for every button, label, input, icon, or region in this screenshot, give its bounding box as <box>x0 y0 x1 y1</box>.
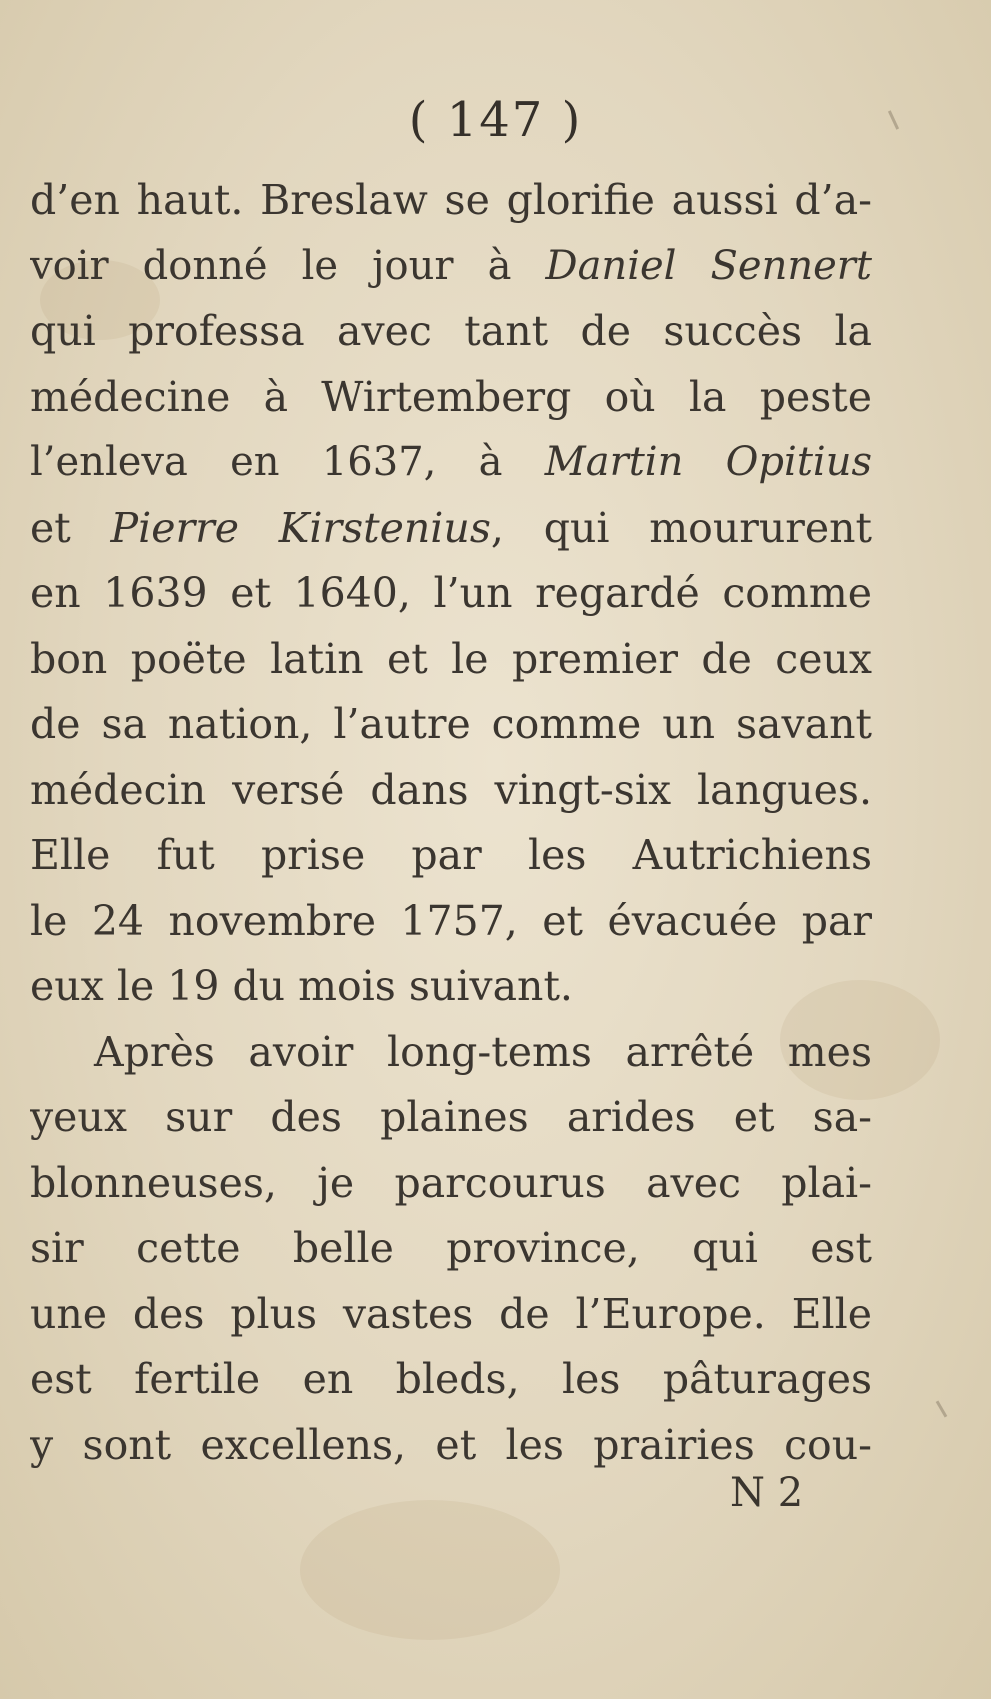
text-segment: d’en haut. Breslaw se glorifie aussi d’a- <box>30 176 872 224</box>
text-segment: , qui moururent <box>490 503 872 552</box>
text-segment: yeux sur des plaines arides et sa- <box>30 1093 872 1141</box>
italic-name: Martin Opitius <box>544 439 872 485</box>
text-line <box>30 758 872 824</box>
text-line <box>30 1413 872 1479</box>
text-line <box>30 496 872 562</box>
italic-name: Daniel Sennert <box>545 242 872 289</box>
text-segment: blonneuses, je parcourus avec plai- <box>30 1158 872 1207</box>
text-segment: eux le 19 du mois suivant. <box>30 962 573 1010</box>
text-line <box>30 692 872 758</box>
text-line <box>30 627 872 693</box>
text-line <box>30 1282 872 1348</box>
text-line <box>30 1151 872 1217</box>
text-line <box>30 1347 872 1413</box>
text-segment: Après avoir long-tems arrêté mes <box>94 1027 872 1076</box>
text-segment: de sa nation, l’autre comme un savant <box>30 700 872 748</box>
text-line <box>30 1216 872 1282</box>
text-line <box>30 889 872 955</box>
text-segment: le 24 novembre 1757, et évacuée par <box>30 896 872 945</box>
page-number-header: ( 147 ) <box>408 92 583 148</box>
text-segment: une des plus vastes de l’Europe. Elle <box>30 1289 872 1338</box>
text-line <box>30 234 872 300</box>
text-segment: est fertile en bleds, les pâturages <box>30 1355 872 1403</box>
paper-stain <box>300 1500 560 1640</box>
text-line <box>30 1020 872 1086</box>
text-line <box>30 365 872 431</box>
text-line <box>30 561 872 627</box>
text-line <box>30 823 872 889</box>
signature-mark: N 2 <box>730 1470 804 1516</box>
text-segment: et <box>30 503 111 552</box>
text-segment: sir cette belle province, qui est <box>30 1224 872 1272</box>
text-segment: Elle fut prise par les Autrichiens <box>30 831 872 879</box>
text-segment: l’enleva en 1637, à <box>30 439 545 485</box>
text-segment: bon poëte latin et le premier de ceux <box>30 634 872 683</box>
italic-name: Pierre Kirstenius <box>110 503 491 552</box>
text-line <box>30 1085 872 1151</box>
text-segment: voir donné le jour à <box>30 242 546 289</box>
paper-mark <box>936 1400 948 1417</box>
text-segment: médecin versé dans vingt-six langues. <box>30 765 872 814</box>
text-line <box>30 430 872 496</box>
text-segment: y sont excellens, et les prairies cou- <box>30 1420 872 1469</box>
text-line <box>30 954 872 1020</box>
text-segment: qui professa avec tant de succès la <box>30 307 872 355</box>
text-line <box>30 168 872 234</box>
text-segment: médecine à Wirtemberg où la peste <box>30 372 872 421</box>
body-text <box>30 168 872 1478</box>
text-line <box>30 299 872 365</box>
text-segment: en 1639 et 1640, l’un regardé comme <box>30 569 872 617</box>
